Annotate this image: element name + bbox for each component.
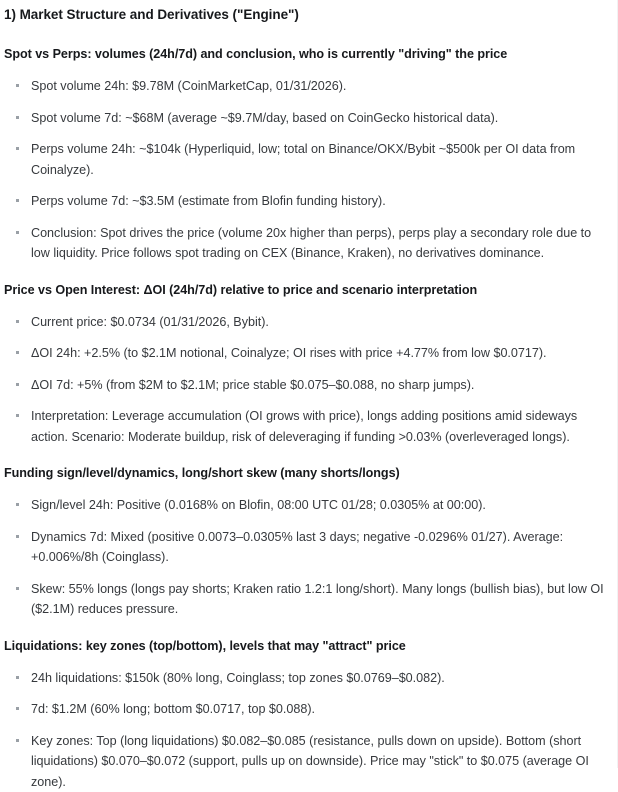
subsection-body-funding-and-skew [4, 482, 607, 620]
page-title: 1) Market Structure and Derivatives ("Engine") [4, 0, 607, 24]
list-item: Key zones: Top (long liquidations) $0.082–$0.085 (resistance, pulls down on upside). Bottom (short liquidations) $0.070–$0.072 (support, pulls up on downside). Price may "stick" to $0.075 (average OI zone). [4, 720, 607, 792]
list-item: ΔOI 7d: +5% (from $2M to $2.1M; price stable $0.075–$0.088, no sharp jumps). [4, 364, 607, 396]
list-item: ΔOI 24h: +2.5% (to $2.1M notional, Coinalyze; OI rises with price +4.77% from low $0.0717). [4, 332, 607, 364]
list-item: Perps volume 24h: ~$104k (Hyperliquid, low; total on Binance/OKX/Bybit ~$500k per OI data from Coinalyze). [4, 128, 607, 180]
subsection-heading-liquidations: Liquidations: key zones (top/bottom), levels that may "attract" price [4, 620, 607, 655]
list-item: 7d: $1.2M (60% long; bottom $0.0717, top $0.088). [4, 688, 607, 720]
subsection-body-spot-vs-perps [4, 63, 607, 264]
list-item: Conclusion: Spot drives the price (volume 20x higher than perps), perps play a secondary role due to low liquidity. Price follows spot trading on CEX (Binance, Kraken), no derivatives dominance. [4, 212, 607, 264]
list-item: Sign/level 24h: Positive (0.0168% on Blofin, 08:00 UTC 01/28; 0.0305% at 00:00). [4, 484, 607, 516]
list-item: Skew: 55% longs (longs pay shorts; Kraken ratio 1.2:1 long/short). Many longs (bullish bias), but low OI ($2.1M) reduces pressure. [4, 568, 607, 620]
list-item: Spot volume 24h: $9.78M (CoinMarketCap, 01/31/2026). [4, 65, 607, 97]
bullet-list-liquidations [4, 657, 607, 792]
bullet-list-spot-vs-perps [4, 65, 607, 264]
list-item: Spot volume 7d: ~$68M (average ~$9.7M/day, based on CoinGecko historical data). [4, 97, 607, 129]
list-item: Perps volume 7d: ~$3.5M (estimate from Blofin funding history). [4, 180, 607, 212]
bullet-list-price-vs-open-interest [4, 301, 607, 448]
subsection-heading-funding-and-skew: Funding sign/level/dynamics, long/short skew (many shorts/longs) [4, 447, 607, 482]
subsection-body-price-vs-open-interest [4, 299, 607, 448]
list-item: Dynamics 7d: Mixed (positive 0.0073–0.0305% last 3 days; negative -0.0296% 01/27). Average: +0.006%/8h (Coinglass). [4, 516, 607, 568]
list-item: Current price: $0.0734 (01/31/2026, Bybit). [4, 301, 607, 333]
list-item: Interpretation: Leverage accumulation (OI grows with price), longs adding positions amid sideways action. Scenario: Moderate buildup, risk of deleveraging if funding >0.03% (overleveraged longs). [4, 395, 607, 447]
subsection-heading-price-vs-open-interest: Price vs Open Interest: ΔOI (24h/7d) relative to price and scenario interpretation [4, 264, 607, 299]
subsection-body-liquidations [4, 655, 607, 792]
list-item: 24h liquidations: $150k (80% long, Coinglass; top zones $0.0769–$0.082). [4, 657, 607, 689]
subsection-heading-spot-vs-perps: Spot vs Perps: volumes (24h/7d) and conclusion, who is currently "driving" the price [4, 24, 607, 63]
bullet-list-funding-and-skew [4, 484, 607, 620]
